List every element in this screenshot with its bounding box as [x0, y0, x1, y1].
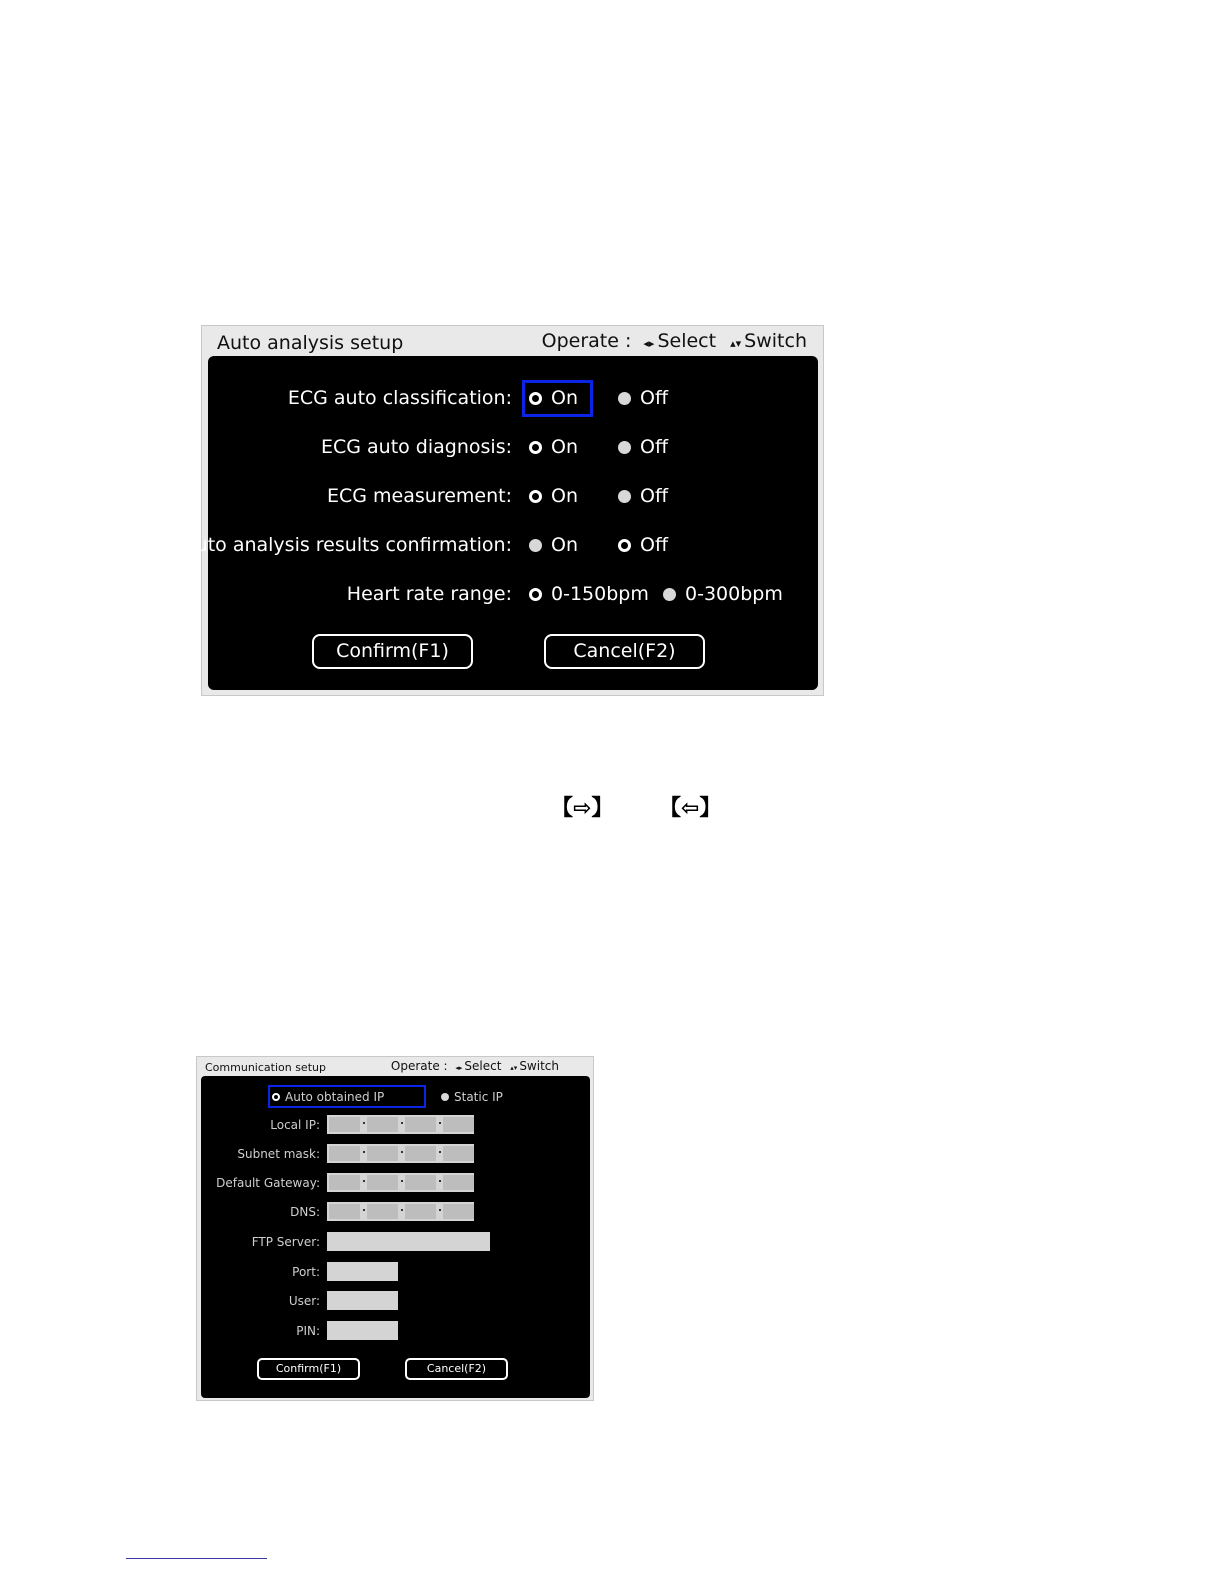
local-ip-input[interactable] [327, 1115, 474, 1134]
radio-selected-icon [618, 539, 631, 552]
field-row-local-ip: Local IP: [201, 1115, 590, 1135]
left-right-arrows-icon: ◂▸ [455, 1064, 463, 1072]
cancel-button[interactable]: Cancel(F2) [405, 1358, 508, 1380]
field-row-pin: PIN: [201, 1321, 590, 1341]
field-row-subnet-mask: Subnet mask: [201, 1144, 590, 1164]
ftp-server-input[interactable] [327, 1232, 490, 1251]
pin-input[interactable] [327, 1321, 398, 1340]
field-row-dns: DNS: [201, 1202, 590, 1222]
cancel-button[interactable]: Cancel(F2) [544, 634, 705, 669]
up-down-arrows-icon: ▴▾ [730, 337, 742, 350]
radio-unselected-icon [618, 441, 631, 454]
radio-unselected-icon [618, 490, 631, 503]
port-input[interactable] [327, 1262, 398, 1281]
setting-row-results-confirmation [182, 531, 818, 561]
radio-unselected-icon [529, 539, 542, 552]
radio-unselected-icon [663, 588, 676, 601]
operate-hint: Operate : ◂▸ Select ▴▾ Switch [390, 1059, 559, 1073]
up-down-arrows-icon: ▴▾ [510, 1064, 518, 1072]
radio-0-150bpm[interactable]: 0-150bpm [529, 583, 649, 605]
radio-off[interactable]: Off [618, 534, 668, 556]
confirm-button[interactable]: Confirm(F1) [257, 1358, 360, 1380]
subnet-mask-input[interactable] [327, 1144, 474, 1163]
operate-hint: Operate : ◂▸ Select ▴▾ Switch [541, 330, 807, 352]
default-gateway-input[interactable] [327, 1173, 474, 1192]
field-row-ftp-server: FTP Server: [201, 1232, 590, 1252]
radio-selected-icon [529, 441, 542, 454]
auto-analysis-dialog [182, 325, 824, 696]
left-right-arrows-icon: ◂▸ [643, 337, 655, 350]
settings-panel [182, 356, 818, 690]
radio-on[interactable]: On [529, 534, 578, 556]
setting-label: Auto analysis results confirmation: [182, 534, 512, 556]
radio-on[interactable]: On [529, 485, 578, 507]
setting-row-ecg-measurement [208, 482, 818, 512]
radio-selected-icon [529, 392, 542, 405]
setting-label: ECG auto diagnosis: [320, 436, 512, 458]
right-arrow-key-icon: 【⇨】 [551, 796, 614, 821]
confirm-button[interactable]: Confirm(F1) [312, 634, 473, 669]
radio-off[interactable]: Off [618, 387, 668, 409]
field-row-port: Port: [201, 1262, 590, 1282]
setting-label: ECG measurement: [327, 485, 512, 507]
setting-row-ecg-auto-classification [208, 384, 818, 414]
setting-row-ecg-auto-diagnosis [208, 433, 818, 463]
radio-unselected-icon [618, 392, 631, 405]
dialog-title: Auto analysis setup [217, 332, 404, 354]
dialog-title: Communication setup [205, 1061, 326, 1074]
left-arrow-key-icon: 【⇦】 [659, 796, 722, 821]
radio-on[interactable]: On [529, 436, 578, 458]
dns-input[interactable] [327, 1202, 474, 1221]
radio-selected-icon [529, 588, 542, 601]
setting-row-heart-rate-range [208, 580, 818, 610]
radio-off[interactable]: Off [618, 485, 668, 507]
footnote-rule [126, 1558, 267, 1559]
setting-label: Heart rate range: [346, 583, 512, 605]
field-row-user: User: [201, 1291, 590, 1311]
radio-static-ip[interactable]: Static IP [441, 1090, 503, 1104]
radio-unselected-icon [441, 1093, 449, 1101]
radio-on[interactable]: On [529, 387, 578, 409]
radio-off[interactable]: Off [618, 436, 668, 458]
radio-auto-obtained-ip[interactable]: Auto obtained IP [272, 1090, 384, 1104]
user-input[interactable] [327, 1291, 398, 1310]
radio-0-300bpm[interactable]: 0-300bpm [663, 583, 783, 605]
setting-label: ECG auto classification: [287, 387, 512, 409]
communication-dialog [196, 1056, 594, 1401]
field-row-default-gateway: Default Gateway: [201, 1173, 590, 1193]
radio-selected-icon [272, 1093, 280, 1101]
radio-selected-icon [529, 490, 542, 503]
settings-panel [201, 1076, 590, 1398]
